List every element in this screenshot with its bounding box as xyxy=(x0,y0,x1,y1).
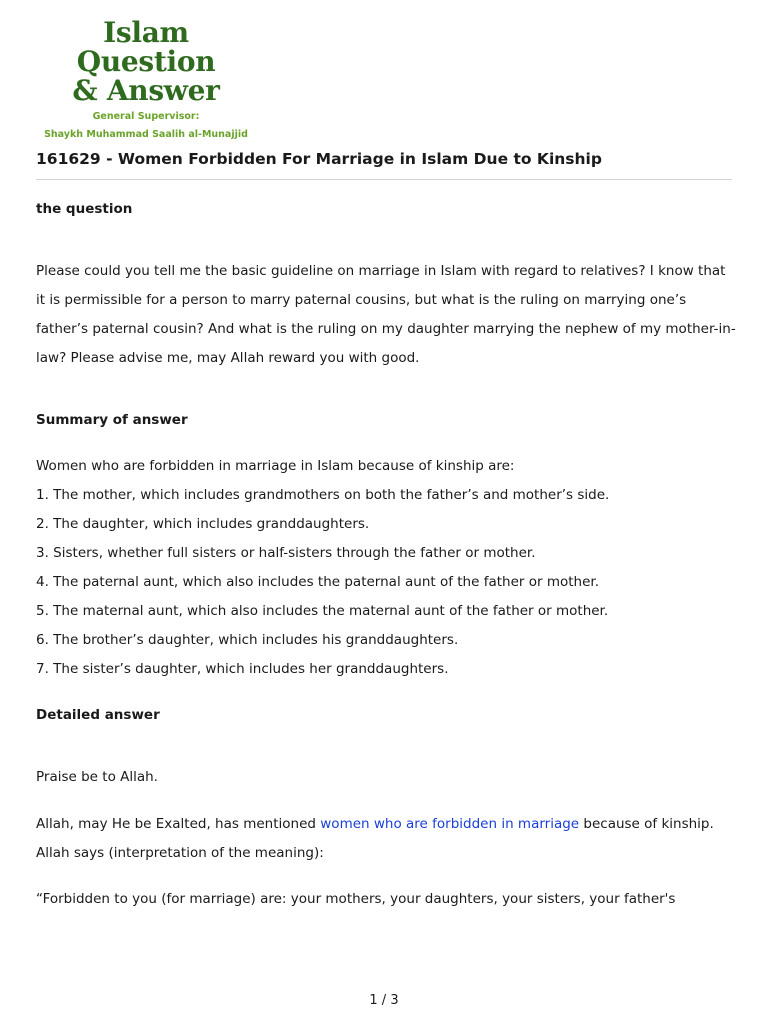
praise-text: Praise be to Allah. xyxy=(36,769,158,785)
page-number: 1 / 3 xyxy=(369,993,399,1008)
logo-supervisor-name: Shaykh Muhammad Saalih al-Munajjid xyxy=(44,129,248,140)
summary-intro: Women who are forbidden in marriage in Islam because of kinship are: xyxy=(36,458,515,474)
logo-supervisor-label: General Supervisor: xyxy=(92,111,200,122)
list-item: 7. The sister’s daughter, which includes her granddaughters. xyxy=(36,661,449,677)
list-item: 2. The daughter, which includes granddaughters. xyxy=(36,516,370,532)
quote-start: “Forbidden to you (for marriage) are: your mothers, your daughters, your sisters, your father's xyxy=(36,891,676,907)
list-item: 5. The maternal aunt, which also includes the maternal aunt of the father or mother. xyxy=(36,603,609,619)
list-item: 3. Sisters, whether full sisters or half-sisters through the father or mother. xyxy=(36,545,536,561)
detail-paragraph xyxy=(36,810,736,868)
detail-text-before: Allah, may He be Exalted, has mentioned xyxy=(36,816,321,832)
question-heading: the question xyxy=(36,201,133,217)
list-item: 4. The paternal aunt, which also includes the paternal aunt of the father or mother. xyxy=(36,574,599,590)
logo-title-line-1: Islam Question xyxy=(76,16,216,78)
detailed-heading: Detailed answer xyxy=(36,707,160,723)
page-title: 161629 - Women Forbidden For Marriage in Islam Due to Kinship xyxy=(36,150,602,168)
title-divider xyxy=(36,179,732,180)
summary-heading: Summary of answer xyxy=(36,412,188,428)
summary-list xyxy=(36,481,736,684)
question-text: Please could you tell me the basic guideline on marriage in Islam with regard to relatives? I know that it is permissible for a person to marry paternal cousins, but what is the ruling on marrying one’s father’s paternal cousin? And what is the ruling on my daughter marrying the nephew of my mother-in-law? Please advise me, may Allah reward you with good. xyxy=(36,263,736,366)
detail-text-after: because of kinship. Allah says (interpretation of the meaning): xyxy=(36,816,714,861)
site-logo xyxy=(36,18,256,141)
forbidden-women-link[interactable]: women who are forbidden in marriage xyxy=(320,816,580,832)
logo-title-line-2: & Answer xyxy=(72,74,220,107)
list-item: 6. The brother’s daughter, which includes his granddaughters. xyxy=(36,632,459,648)
list-item: 1. The mother, which includes grandmothers on both the father’s and mother’s side. xyxy=(36,487,610,503)
